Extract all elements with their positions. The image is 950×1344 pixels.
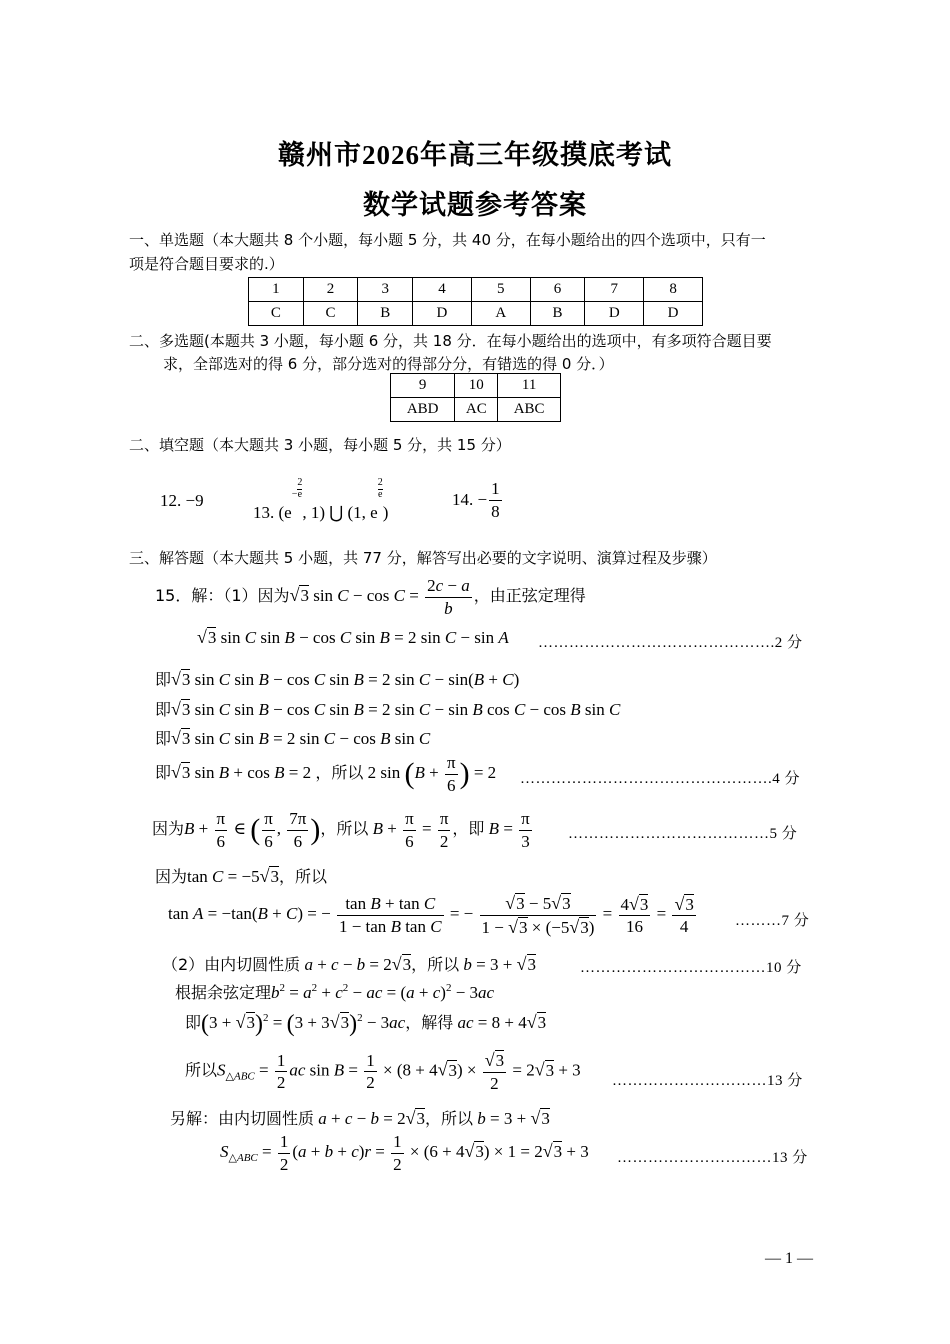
table-cell: C [303,302,358,326]
table-cell: 11 [498,374,561,398]
section4-heading: 三、解答题（本大题共 5 小题，共 77 分，解答写出必要的文字说明、演算过程及步骤） [129,549,717,567]
table-cell: 6 [530,278,585,302]
q15-alt-line2: $S_{\triangle ABC}$ = $\frac{1}{2}$ (a + b + c)r = $\frac{1}{2}$ × (6 + 4√3) × 1 = 2√3 + 3 [220,1132,589,1174]
table-cell: 8 [644,278,703,302]
q15-line9: tan A = −tan(B + C) = − $\frac{\text{tan B + tan C}}{\text{1 − tan B tan C}}$ = − $\frac{√3 - 5√3}{1 - √3 \times (-5√3)}$ = $\frac{4√3}{16}$ = $\frac{√3}{4}$ [168,893,694,937]
score-2: ……………………………………….2 分 [538,635,803,651]
table-cell: 3 [358,278,413,302]
answer-q14: 14. − $\frac{1}{8}$ [452,479,500,521]
table-cell: 9 [391,374,455,398]
score-4: ………………………………………….4 分 [520,771,801,787]
section1-heading-cont: 项是符合题目要求的.） [129,255,284,273]
table-cell: 2 [303,278,358,302]
score-5: …………………………………5 分 [568,826,798,842]
table-cell: D [644,302,703,326]
score-13a: …………………………13 分 [612,1073,803,1089]
score-10: ………………………………10 分 [580,960,802,976]
single-choice-answer-table [248,277,703,326]
table-cell: C [249,302,304,326]
score-7: ………7 分 [735,913,810,929]
table-cell: A [471,302,530,326]
section2-heading-cont: 求，全部选对的得 6 分，部分选对的得部分分，有错选的得 0 分．） [163,355,614,373]
table-cell: 7 [585,278,644,302]
table-cell: AC [455,398,498,422]
section1-heading: 一、单选题（本大题共 8 个小题，每小题 5 分，共 40 分，在每小题给出的四个选项中，只有一 [129,231,766,249]
q15-line5: 即√3 sin C sin B = 2 sin C − cos B sin C [155,728,431,748]
table-cell: B [358,302,413,326]
q15-line7: 因为B + $\frac{\pi}{6}$ ∈ ( $\frac{\pi}{6}$ , $\frac{7\pi}{6}$ )，所以 B + $\frac{\pi}{6}$ = $\frac{\pi}{2}$ ，即 B = $\frac{\pi}{3}$ [152,809,530,851]
q15-line6: 即√3 sin B + cos B = 2 ，所以 2 sin (B + $\frac{\pi}{6}$ ) = 2 [155,753,497,795]
table-row [249,302,703,326]
q15-part2-line4: 所以$S_{\triangle ABC}$ = $\frac{1}{2}$ ac sin B = $\frac{1}{2}$ × (8 + 4√3) × $\frac{√3}{2}$ = 2√3 + 3 [185,1050,581,1093]
q15-part2-line2: 根据余弦定理$b^2 = a^2 + c^2$ − ac = $(a + c)^2 - 3ac$ [175,982,495,1002]
q15-alt-line1: 另解：由内切圆性质 a + c − b = 2√3，所以 b = 3 + √3 [170,1108,550,1128]
q15-part1-label: （1）因为 [223,585,290,605]
q15-sine-law-text: ，由正弦定理得 [473,585,586,605]
section3-heading: 二、填空题（本大题共 3 小题，每小题 5 分，共 15 分） [129,436,511,454]
q15-part2-line3: 即$(3 + √3)^2 = (3 + 3√3)^2 - 3ac$，解得 ac = 8 + 4√3 [185,1011,547,1038]
answer-q12: 12. −9 [160,491,204,510]
table-cell: 1 [249,278,304,302]
table-row [391,374,561,398]
page-number: — 1 — [765,1250,813,1267]
answer-q13: 13. (e− $\frac{2}{e}$ , 1) ⋃ (1, e $\frac{2}{e}$ ) [253,477,389,522]
page-subtitle: 数学试题参考答案 [363,190,587,220]
table-cell: 4 [413,278,472,302]
q15-line1: 15．解：（1）因为√3 sin C − cos C = $\frac{2c - a}{b}$ ，由正弦定理得 [155,576,586,618]
q15-line2: √3 sin C sin B − cos C sin B = 2 sin C − sin A [197,627,509,647]
multi-choice-answer-table [390,373,561,422]
table-cell: B [530,302,585,326]
table-cell: ABD [391,398,455,422]
q15-line8: 因为tan C = −5√3，所以 [155,866,327,886]
table-cell: ABC [498,398,561,422]
section2-heading: 二、多选题(本题共 3 小题，每小题 6 分，共 18 分．在每小题给出的选项中，有多项符合题目要 [129,332,772,350]
q15-line4: 即√3 sin C sin B − cos C sin B = 2 sin C − sin B cos C − cos B sin C [155,699,621,719]
table-cell: 10 [455,374,498,398]
table-cell: 5 [471,278,530,302]
page-title: 赣州市2026年高三年级摸底考试 [278,140,672,170]
table-cell: D [413,302,472,326]
q15-line3: 即√3 sin C sin B − cos C sin B = 2 sin C − sin(B + C) [155,669,520,689]
q15-part2-line1: （2）由内切圆性质 a + c − b = 2√3，所以 b = 3 + √3 [162,954,536,974]
table-cell: D [585,302,644,326]
table-row [391,398,561,422]
score-13b: …………………………13 分 [617,1150,808,1166]
q15-label: 15．解： [155,585,224,605]
table-row [249,278,703,302]
